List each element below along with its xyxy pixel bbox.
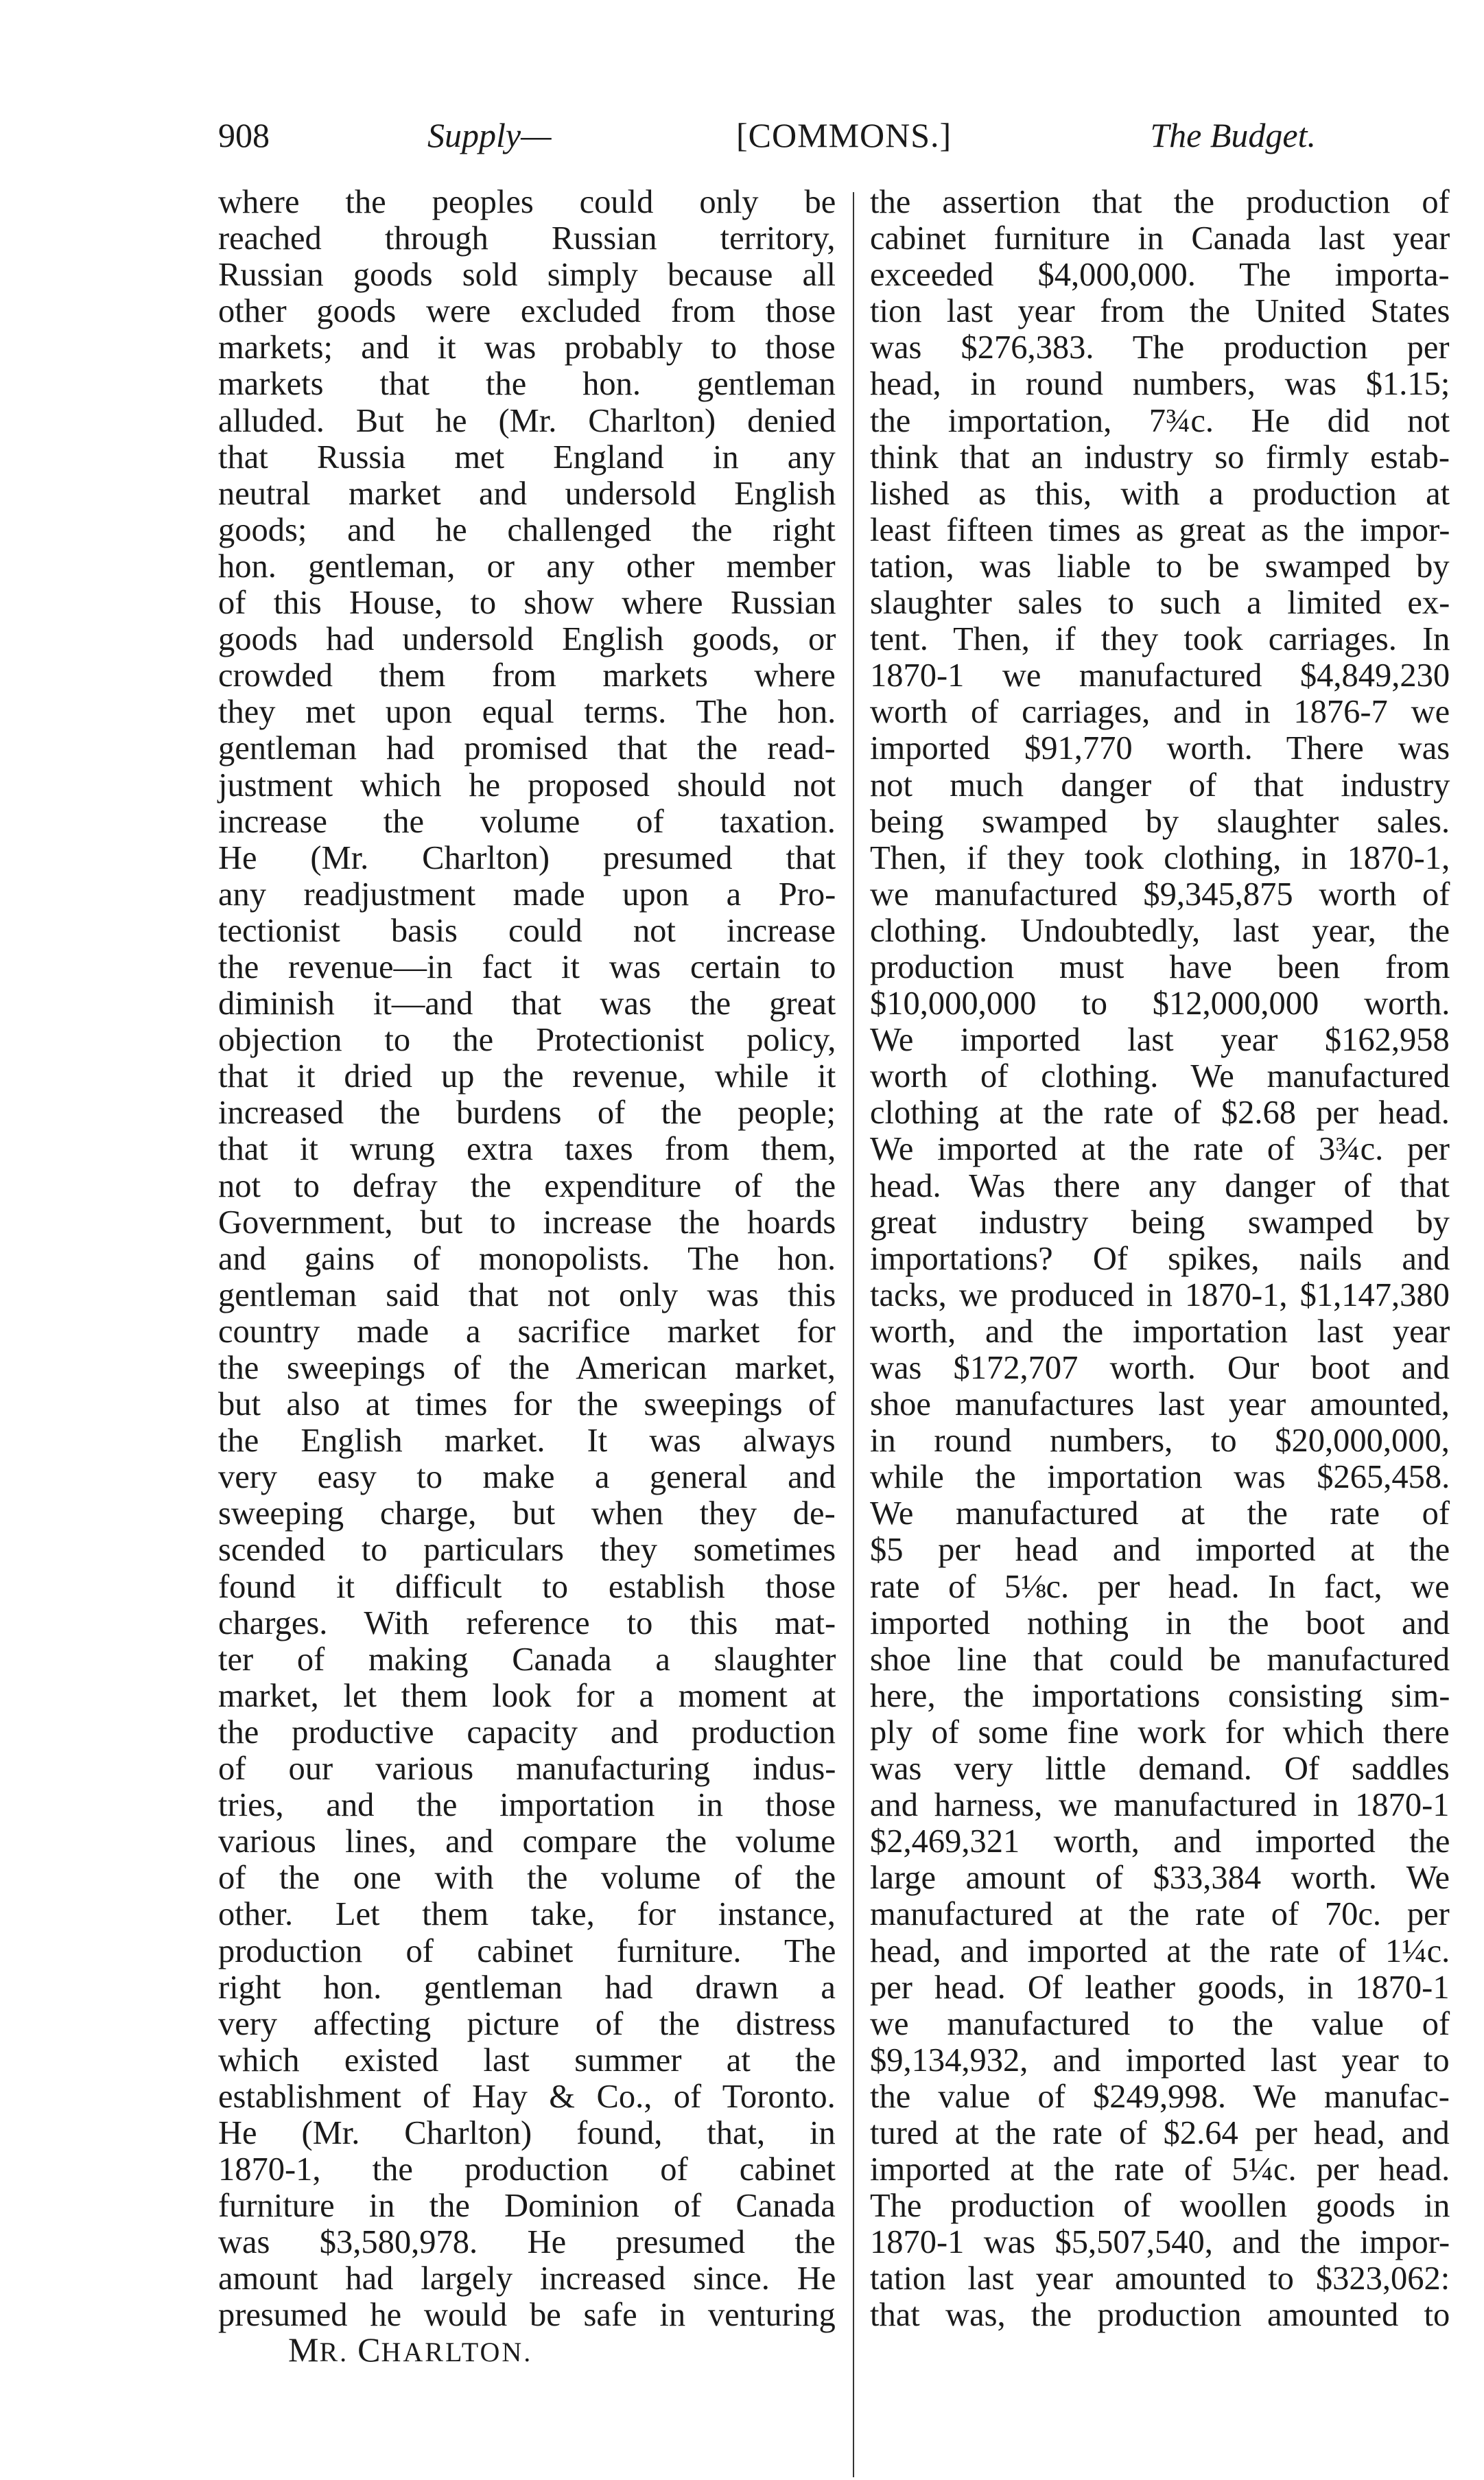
text-line: we manufactured $9,345,875 worth of <box>870 876 1450 913</box>
text-line: $9,134,932, and imported last year to <box>870 2042 1450 2079</box>
text-line: neutral market and undersold English <box>218 475 836 512</box>
text-line: various lines, and compare the volume <box>218 1823 836 1860</box>
text-line: $5 per head and imported at the <box>870 1532 1450 1569</box>
text-line: alluded. But he (Mr. Charlton) denied <box>218 402 836 439</box>
text-line: $2,469,321 worth, and imported the <box>870 1823 1450 1860</box>
text-line: clothing at the rate of $2.68 per head. <box>870 1095 1450 1132</box>
text-line: ply of some fine work for which there <box>870 1713 1450 1751</box>
text-line: head. Was there any danger of that <box>870 1167 1450 1204</box>
text-line: reached through Russian territory, <box>218 220 836 257</box>
text-line: other goods were excluded from those <box>218 293 836 330</box>
text-line: goods; and he challenged the right <box>218 511 836 548</box>
text-line: country made a sacrifice market for <box>218 1313 836 1350</box>
text-line: was $172,707 worth. Our boot and <box>870 1350 1450 1386</box>
text-line: head, and imported at the rate of 1¼c. <box>870 1932 1450 1969</box>
text-line: amount had largely increased since. He <box>218 2260 836 2297</box>
text-line: the importation, 7¾c. He did not <box>870 402 1450 439</box>
text-line: furniture in the Dominion of Canada <box>218 2188 836 2225</box>
running-head-right: The Budget. <box>1150 116 1316 154</box>
column-divider <box>853 192 854 2477</box>
text-line: 1870-1 was $5,507,540, and the impor- <box>870 2224 1450 2261</box>
text-line: in round numbers, to $20,000,000, <box>870 1423 1450 1460</box>
text-line: presumed he would be safe in venturing <box>218 2297 836 2334</box>
speaker-initial-c: C <box>357 2330 381 2369</box>
text-line: not to defray the expenditure of the <box>218 1167 836 1204</box>
text-line: We manufactured at the rate of <box>870 1495 1450 1532</box>
text-line: imported at the rate of 5¼c. per head. <box>870 2151 1450 2188</box>
text-line: least fifteen times as great as the impor- <box>870 511 1450 548</box>
text-line: charges. With reference to this mat- <box>218 1604 836 1641</box>
text-line: worth of carriages, and in 1876-7 we <box>870 694 1450 731</box>
right-column <box>870 184 1450 2334</box>
text-line: exceeded $4,000,000. The importa- <box>870 257 1450 294</box>
text-line: being swamped by slaughter sales. <box>870 803 1450 840</box>
text-line: shoe line that could be manufactured <box>870 1641 1450 1678</box>
text-line: think that an industry so firmly estab- <box>870 438 1450 476</box>
text-line: rate of 5⅛c. per head. In fact, we <box>870 1568 1450 1605</box>
text-line: great industry being swamped by <box>870 1204 1450 1241</box>
text-line: the value of $249,998. We manufac- <box>870 2078 1450 2115</box>
text-line: lished as this, with a production at <box>870 475 1450 512</box>
text-line: importations? Of spikes, nails and <box>870 1240 1450 1277</box>
running-head-center: [COMMONS.] <box>736 116 952 154</box>
text-line: of the one with the volume of the <box>218 1860 836 1897</box>
text-line: diminish it—and that was the great <box>218 985 836 1022</box>
text-line: objection to the Protectionist policy, <box>218 1022 836 1059</box>
text-line: tion last year from the United States <box>870 293 1450 330</box>
text-line: clothing. Undoubtedly, last year, the <box>870 912 1450 949</box>
speaker-initial-c-rest: HARLTON. <box>381 2337 533 2367</box>
text-line: scended to particulars they sometimes <box>218 1532 836 1569</box>
text-line: establishment of Hay & Co., of Toronto. <box>218 2078 836 2115</box>
text-line: crowded them from markets where <box>218 657 836 694</box>
speaker-initial-m: M <box>288 2330 320 2369</box>
text-line: the sweepings of the American market, <box>218 1350 836 1386</box>
text-line: worth of clothing. We manufactured <box>870 1058 1450 1095</box>
text-line: markets that the hon. gentleman <box>218 366 836 403</box>
text-line: gentleman said that not only was this <box>218 1276 836 1313</box>
text-line: shoe manufactures last year amounted, <box>870 1386 1450 1423</box>
text-line: tacks, we produced in 1870-1, $1,147,380 <box>870 1276 1450 1313</box>
text-line: was very little demand. Of saddles <box>870 1751 1450 1788</box>
text-line: and harness, we manufactured in 1870-1 <box>870 1787 1450 1824</box>
text-line: hon. gentleman, or any other member <box>218 548 836 585</box>
text-line: tation, was liable to be swamped by <box>870 548 1450 585</box>
text-line: production must have been from <box>870 948 1450 985</box>
text-line: of our various manufacturing indus- <box>218 1751 836 1788</box>
running-head-left: Supply— <box>427 116 552 154</box>
text-line: goods had undersold English goods, or <box>218 621 836 658</box>
text-line: increase the volume of taxation. <box>218 803 836 840</box>
text-line: markets; and it was probably to those <box>218 329 836 366</box>
text-line: right hon. gentleman had drawn a <box>218 1969 836 2006</box>
page-header <box>218 115 1316 163</box>
text-line: gentleman had promised that the read- <box>218 730 836 767</box>
text-line: The production of woollen goods in <box>870 2188 1450 2225</box>
text-line: tation last year amounted to $323,062: <box>870 2260 1450 2297</box>
text-line: that it dried up the revenue, while it <box>218 1058 836 1095</box>
text-line: Russian goods sold simply because all <box>218 257 836 294</box>
page-number: 908 <box>218 116 270 154</box>
text-line: tectionist basis could not increase <box>218 912 836 949</box>
text-line: slaughter sales to such a limited ex- <box>870 585 1450 622</box>
text-line: per head. Of leather goods, in 1870-1 <box>870 1969 1450 2006</box>
text-line: He (Mr. Charlton) presumed that <box>218 839 836 876</box>
text-line: the English market. It was always <box>218 1423 836 1460</box>
text-line: here, the importations consisting sim- <box>870 1677 1450 1714</box>
text-line: that Russia met England in any <box>218 438 836 476</box>
text-line: of this House, to show where Russian <box>218 585 836 622</box>
text-line: We imported last year $162,958 <box>870 1022 1450 1059</box>
text-line: that was, the production amounted to <box>870 2297 1450 2334</box>
text-line: imported nothing in the boot and <box>870 1604 1450 1641</box>
text-line: any readjustment made upon a Pro- <box>218 876 836 913</box>
text-line: we manufactured to the value of <box>870 2005 1450 2042</box>
text-line: 1870-1 we manufactured $4,849,230 <box>870 657 1450 694</box>
text-line: production of cabinet furniture. The <box>218 1932 836 1969</box>
text-line: and gains of monopolists. The hon. <box>218 1240 836 1277</box>
text-line: which existed last summer at the <box>218 2042 836 2079</box>
text-line: that it wrung extra taxes from them, <box>218 1131 836 1168</box>
text-line: justment which he proposed should not <box>218 767 836 804</box>
text-line: imported $91,770 worth. There was <box>870 730 1450 767</box>
text-line: Then, if they took clothing, in 1870-1, <box>870 839 1450 876</box>
text-line: sweeping charge, but when they de- <box>218 1495 836 1532</box>
text-line: very affecting picture of the distress <box>218 2005 836 2042</box>
text-line: not much danger of that industry <box>870 767 1450 804</box>
text-line: was $3,580,978. He presumed the <box>218 2224 836 2261</box>
text-line: $10,000,000 to $12,000,000 worth. <box>870 985 1450 1022</box>
text-line: increased the burdens of the people; <box>218 1095 836 1132</box>
text-line: other. Let them take, for instance, <box>218 1896 836 1933</box>
text-line: the assertion that the production of <box>870 184 1450 220</box>
text-line: manufactured at the rate of 70c. per <box>870 1896 1450 1933</box>
text-line: they met upon equal terms. The hon. <box>218 694 836 731</box>
text-line: while the importation was $265,458. <box>870 1459 1450 1496</box>
text-line: head, in round numbers, was $1.15; <box>870 366 1450 403</box>
text-line: tent. Then, if they took carriages. In <box>870 621 1450 658</box>
text-line: worth, and the importation last year <box>870 1313 1450 1350</box>
text-line: tries, and the importation in those <box>218 1787 836 1824</box>
text-line: where the peoples could only be <box>218 184 836 220</box>
left-column <box>218 184 836 2334</box>
text-line: very easy to make a general and <box>218 1459 836 1496</box>
speaker-initial-m-rest: R. <box>319 2337 349 2367</box>
text-line: 1870-1, the production of cabinet <box>218 2151 836 2188</box>
text-line: Government, but to increase the hoards <box>218 1204 836 1241</box>
text-line: but also at times for the sweepings of <box>218 1386 836 1423</box>
text-line: found it difficult to establish those <box>218 1568 836 1605</box>
text-line: tured at the rate of $2.64 per head, and <box>870 2114 1450 2151</box>
text-line: large amount of $33,384 worth. We <box>870 1860 1450 1897</box>
text-line: We imported at the rate of 3¾c. per <box>870 1131 1450 1168</box>
text-line: He (Mr. Charlton) found, that, in <box>218 2114 836 2151</box>
text-line: cabinet furniture in Canada last year <box>870 220 1450 257</box>
text-line: was $276,383. The production per <box>870 329 1450 366</box>
text-line: the revenue—in fact it was certain to <box>218 948 836 985</box>
speaker-footer <box>288 2330 532 2370</box>
text-line: ter of making Canada a slaughter <box>218 1641 836 1678</box>
text-line: market, let them look for a moment at <box>218 1677 836 1714</box>
text-line: the productive capacity and production <box>218 1713 836 1751</box>
